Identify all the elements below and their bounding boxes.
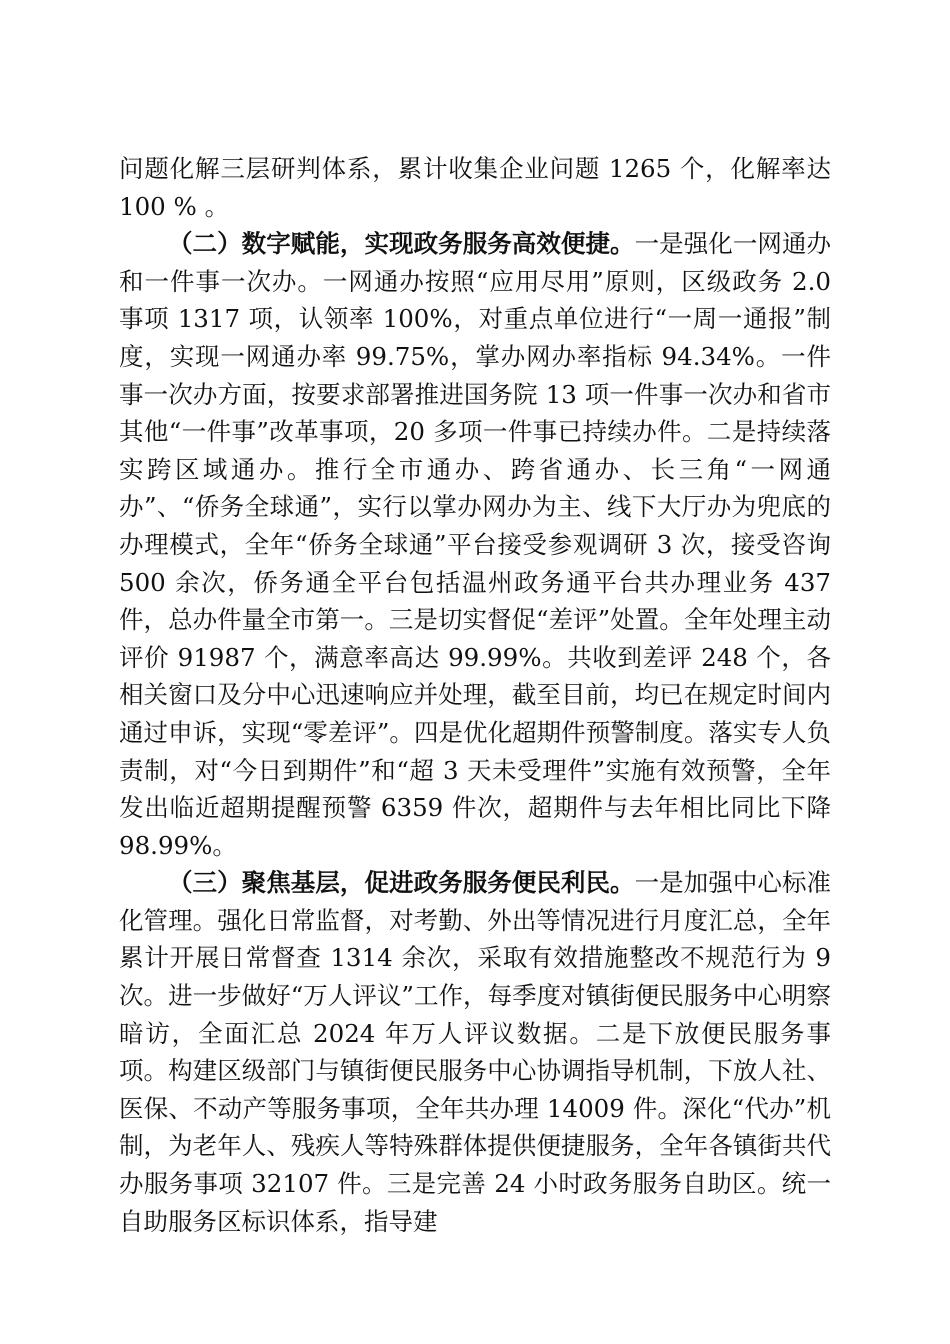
section-heading: （三）聚焦基层，促进政务服务便民利民。: [168, 868, 635, 898]
document-body: [119, 150, 831, 1240]
paragraph-continuation: [119, 150, 831, 225]
paragraph-section-2: [119, 225, 831, 864]
paragraph-body: 一是加强中心标准化管理。强化日常监督，对考勤、外出等情况进行月度汇总，全年累计开展日常督查 1314 余次，采取有效措施整改不规范行为 9 次。进一步做好“万人评议”工作，每季度对镇街便民服务中心明察暗访，全面汇总 2024 年万人评议数据。二是下放便民服务事项。构建区级部门与镇街便民服务中心协调指导机制，下放人社、医保、不动产等服务事项，全年共办理 14009 件。深化“代办”机制，为老年人、残疾人等特殊群体提供便捷服务，全年各镇街共代办服务事项 32107 件。三是完善 24 小时政务服务自助区。统一自助服务区标识体系，指导建: [119, 868, 832, 1236]
paragraph-section-3: [119, 864, 831, 1240]
section-heading: （二）数字赋能，实现政务服务高效便捷。: [168, 229, 635, 259]
paragraph-body: 问题化解三层研判体系，累计收集企业问题 1265 个，化解率达 100 % 。: [119, 154, 831, 221]
paragraph-body: 一是强化一网通办和一件事一次办。一网通办按照“应用尽用”原则，区级政务 2.0 事项 1317 项，认领率 100%，对重点单位进行“一周一通报”制度，实现一网通办率 99.75%，掌办网办率指标 94.34%。一件事一次办方面，按要求部署推进国务院 13 项一件事一次办和省市其他“一件事”改革事项，20 多项一件事已持续办件。二是持续落实跨区域通办。推行全市通办、跨省通办、长三角“一网通办”、“侨务全球通”，实行以掌办网办为主、线下大厅办为兜底的办理模式，全年“侨务全球通”平台接受参观调研 3 次，接受咨询 500 余次，侨务通全平台包括温州政务通平台共办理业务 437 件，总办件量全市第一。三是切实督促“差评”处置。全年处理主动评价 91987 个，满意率高达 99.99%。共收到差评 248 个，各相关窗口及分中心迅速响应并处理，截至目前，均已在规定时间内通过申诉，实现“零差评”。四是优化超期件预警制度。落实专人负责制，对“今日到期件”和“超 3 天未受理件”实施有效预警，全年发出临近超期提醒预警 6359 件次，超期件与去年相比同比下降 98.99%。: [119, 229, 832, 860]
